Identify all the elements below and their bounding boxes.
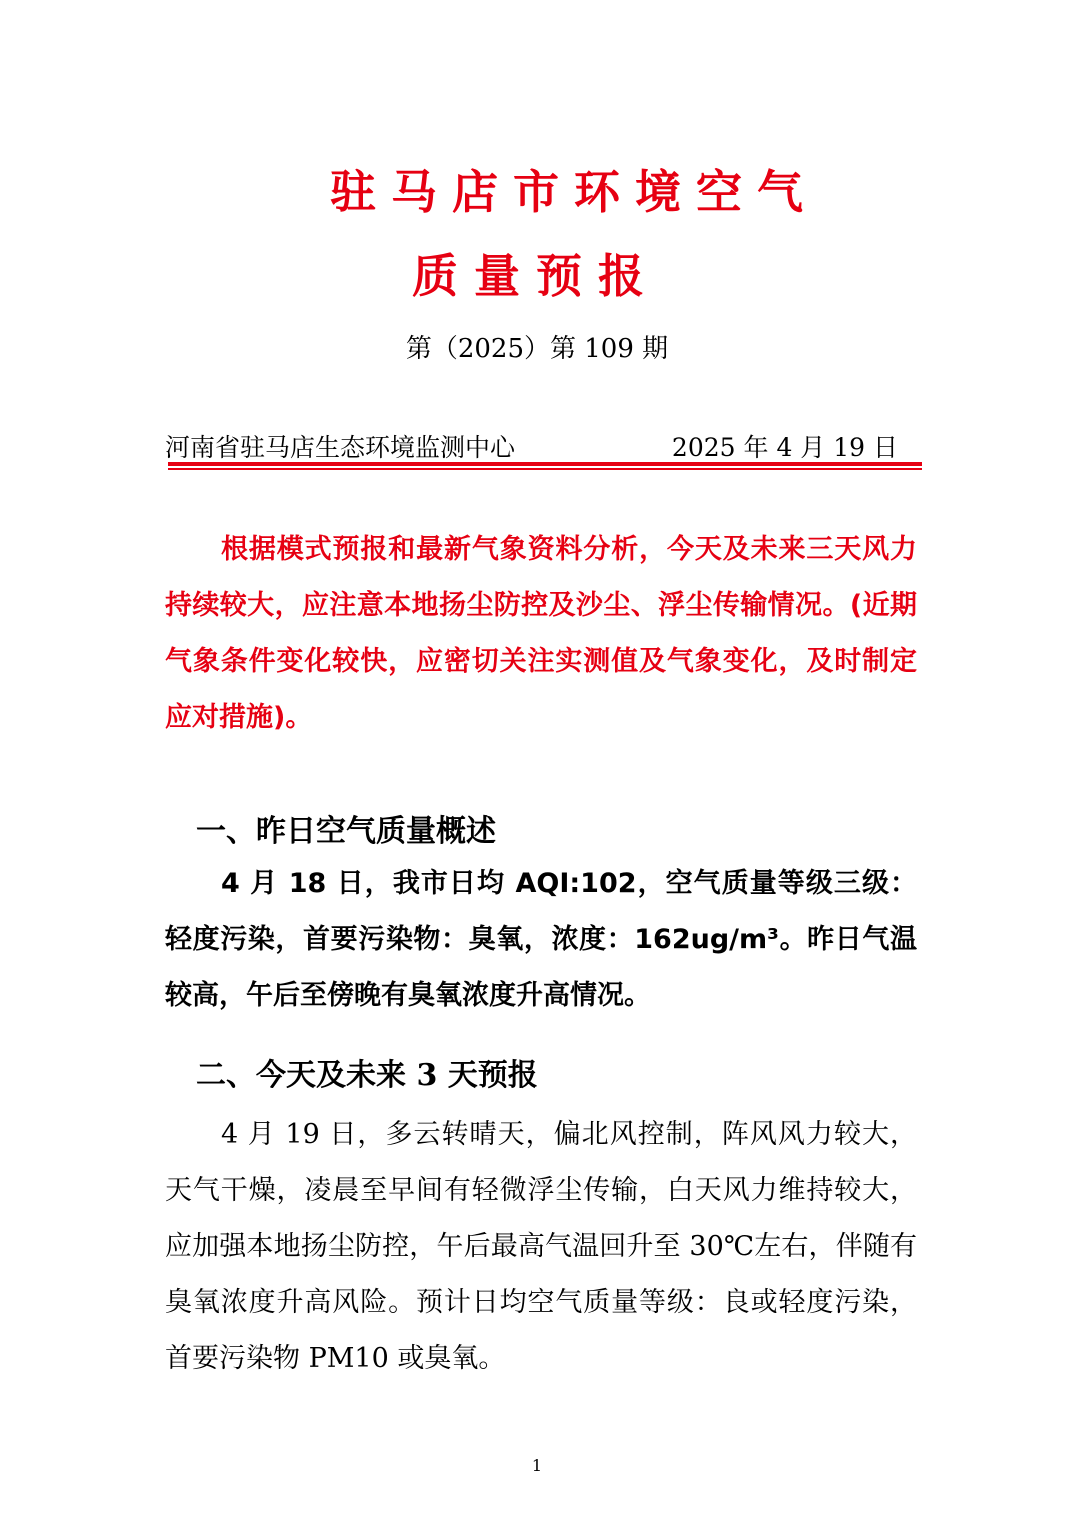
title-line-1: 驻马店市环境空气 (330, 165, 818, 219)
issue-number: 第（2025）第 109 期 (405, 334, 669, 364)
header-rule-thick (168, 462, 922, 466)
title-line-2: 质量预报 (412, 249, 660, 303)
section-heading-yesterday: 一、昨日空气质量概述 (196, 814, 496, 849)
notice-paragraph: 根据模式预报和最新气象资料分析，今天及未来三天风力持续较大，应注意本地扬尘防控及沙尘、浮尘传输情况。(近期气象条件变化较快，应密切关注实测值及气象变化，及时制定应对措施)。 (165, 534, 917, 733)
page-number: 1 (531, 1456, 543, 1475)
section-heading-forecast: 二、今天及未来 3 天预报 (196, 1058, 538, 1093)
section-body-yesterday: 4 月 18 日，我市日均 AQI:102，空气质量等级三级：轻度污染，首要污染物：臭氧，浓度：162ug/m³。昨日气温较高，午后至傍晚有臭氧浓度升高情况。 (165, 868, 917, 1011)
section-body-forecast: 4 月 19 日，多云转晴天，偏北风控制，阵风风力较大，天气干燥，凌晨至早间有轻微浮尘传输，白天风力维持较大，应加强本地扬尘防控，午后最高气温回升至 30℃左右，伴随有臭氧浓度升高风险。预计日均空气质量等级：良或轻度污染，首要污染物 PM10 或臭氧。 (165, 1119, 917, 1374)
issue-date: 2025 年 4 月 19 日 (671, 433, 898, 462)
issuer: 河南省驻马店生态环境监测中心 (165, 433, 516, 462)
header-rule-thin (168, 468, 922, 470)
